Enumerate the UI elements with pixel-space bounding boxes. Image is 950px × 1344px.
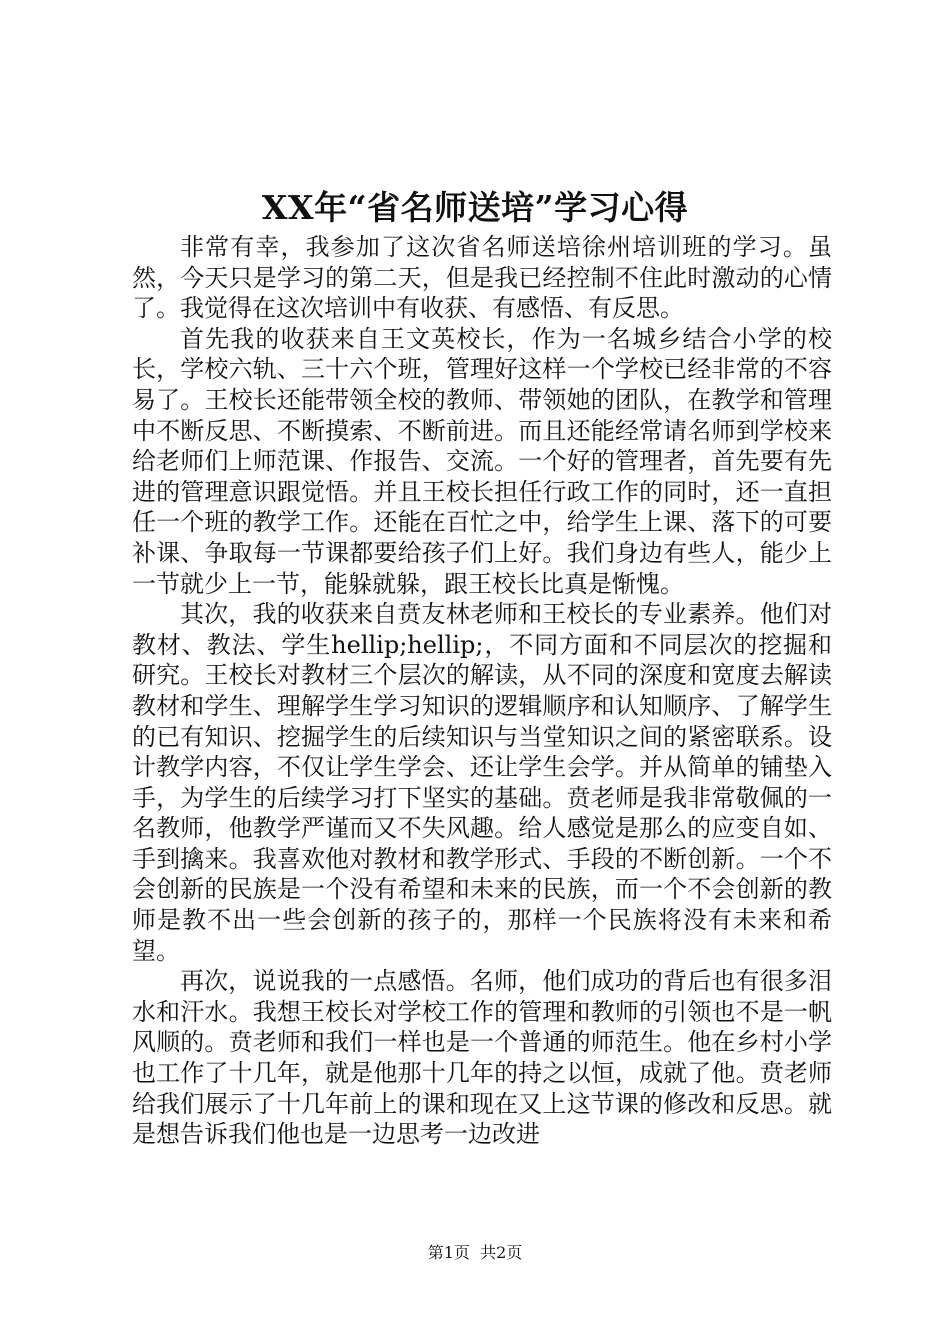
page-footer <box>0 1242 950 1264</box>
page-total: 共2页 <box>480 1243 523 1262</box>
footer-separator <box>470 1243 480 1262</box>
document-body <box>132 232 832 1150</box>
paragraph: 首先我的收获来自王文英校长，作为一名城乡结合小学的校长，学校六轨、三十六个班，管理好这样一个学校已经非常的不容易了。王校长还能带领全校的教师、带领她的团队，在教学和管理中不断反思、不断摸索、不断前进。而且还能经常请名师到学校来给老师们上师范课、作报告、交流。一个好的管理者，首先要有先进的管理意识跟觉悟。并且王校长担任行政工作的同时，还一直担任一个班的教学工作。还能在百忙之中，给学生上课、落下的可要补课、争取每一节课都要给孩子们上好。我们身边有些人，能少上一节就少上一节，能躲就躲，跟王校长比真是惭愧。 <box>132 324 832 598</box>
paragraph: 其次，我的收获来自贲友林老师和王校长的专业素养。他们对教材、教法、学生hellip;hellip;，不同方面和不同层次的挖掘和研究。王校长对教材三个层次的解读，从不同的深度和宽度去解读教材和学生、理解学生学习知识的逻辑顺序和认知顺序、了解学生的已有知识、挖掘学生的后续知识与当堂知识之间的紧密联系。设计教学内容，不仅让学生学会、还让学生会学。并从简单的铺垫入手，为学生的后续学习打下坚实的基础。贲老师是我非常敬佩的一名教师，他教学严谨而又不失风趣。给人感觉是那么的应变自如、手到擒来。我喜欢他对教材和教学形式、手段的不断创新。一个不会创新的民族是一个没有希望和未来的民族，而一个不会创新的教师是教不出一些会创新的孩子的，那样一个民族将没有未来和希望。 <box>132 600 832 965</box>
document-title: XX年“省名师送培”学习心得 <box>261 188 689 227</box>
paragraph: 再次，说说我的一点感悟。名师，他们成功的背后也有很多泪水和汗水。我想王校长对学校工作的管理和教师的引领也不是一帆风顺的。贲老师和我们一样也是一个普通的师范生。他在乡村小学也工作了十几年，就是他那十几年的持之以恒，成就了他。贲老师给我们展示了十几年前上的课和现在又上这节课的修改和反思。就是想告诉我们他也是一边思考一边改进 <box>132 967 832 1149</box>
page-number: 第1页 <box>427 1243 470 1262</box>
paragraph: 非常有幸，我参加了这次省名师送培徐州培训班的学习。虽然，今天只是学习的第二天，但是我已经控制不住此时激动的心情了。我觉得在这次培训中有收获、有感悟、有反思。 <box>132 233 832 323</box>
